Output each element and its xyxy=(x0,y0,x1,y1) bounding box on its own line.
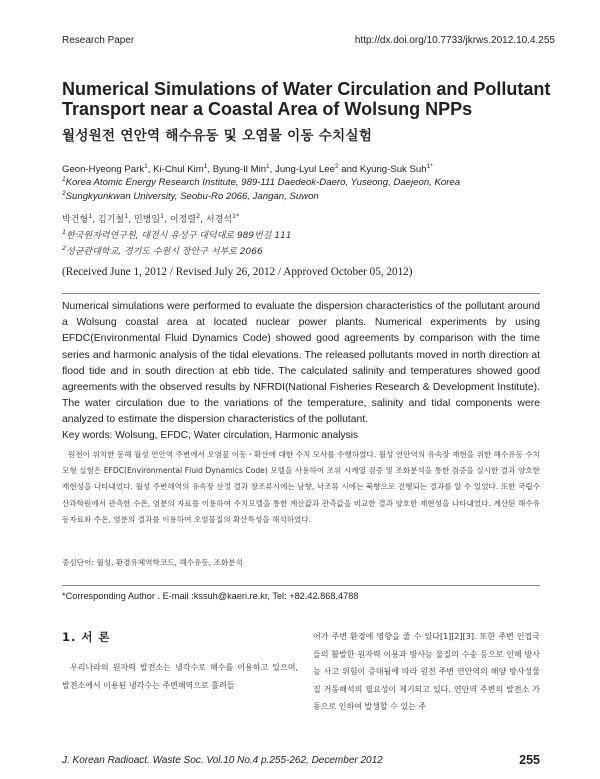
affiliation-1 xyxy=(62,176,460,188)
page-number: 255 xyxy=(519,753,540,767)
paper-title-line-1: Numerical Simulations of Water Circulation and Pollutant xyxy=(62,79,551,99)
author-affiliation-mark: 1 xyxy=(144,163,148,170)
body-text-column-right: 어가 주변 환경에 영향을 줄 수 있다[1][2][3]. 또한 주변 인접국들의 활발한 원자력 이용과 방사능 물질의 수송 등으로 인해 방사능 사고 위험이 증대됨에 따라 원전 주변 연안역의 해양 방사성물질 거동해석의 필요성이 제기되고 있다. 연안역 주변의 발전소 가동으로 인하여 발생할 수 있는 주 xyxy=(313,632,540,711)
author-name-korean: 서경석 xyxy=(205,215,232,225)
author-affiliation-mark: 1* xyxy=(231,212,240,220)
doi-link[interactable]: http://dx.doi.org/10.7733/jkrws.2012.10.4.255 xyxy=(354,35,555,46)
author-name-korean: 김기철 xyxy=(97,215,125,225)
author-affiliation-mark: 2 xyxy=(196,212,201,220)
journal-citation-footer: J. Korean Radioact. Waste Soc. Vol.10 No.4 p.255-262, December 2012 xyxy=(62,755,383,766)
affiliation-text: Sungkyunkwan University, Seobu-Ro 2066, Jangan, Suwon xyxy=(65,191,319,203)
author-name: Geon-Hyeong Park xyxy=(62,164,145,176)
keywords-english: Key words: Wolsung, EFDC, Water circulation, Harmonic analysis xyxy=(62,430,359,441)
author-affiliation-mark: 1 xyxy=(203,163,208,170)
received-dates: (Received June 1, 2012 / Revised July 26, 2012 / Approved October 05, 2012) xyxy=(62,266,413,278)
abstract-english: Numerical simulations were performed to evaluate the dispersion characteristics of the pollutant around a Wolsung coastal area at located nuclear power plants. Numerical experiments by using EFDC(Environmental Fluid Dynamics Code) showed good agreements by comparison with the time series and harmonic analysis of the tidal elevations. The released pollutants moved in north direction at flood tide and in south direction at ebb tide. The calculated salinity and temperatures showed good agreements with the observed results by NFRDI(National Fisheries Research & Development Institute). The water circulation due to the variations of the temperature, salinity and tidal components were analyzed to estimate the dispersion characteristics of the pollutant. xyxy=(62,301,540,426)
footnote-divider xyxy=(62,585,540,586)
author-affiliation-mark: 1 xyxy=(160,212,165,220)
author-affiliation-mark: 2 xyxy=(334,163,339,170)
affiliation-2-korean xyxy=(62,244,263,257)
paper-title-korean: 월성원전 연안역 해수유동 및 오염물 이동 수치실험 xyxy=(62,128,373,144)
paper-title xyxy=(62,79,562,119)
affiliation-text-korean: 성균관대학교, 경기도 수원시 장안구 서부로 2066 xyxy=(66,247,263,257)
affiliation-text-korean: 한국원자력연구원, 대전시 유성구 대덕대로 989번길 111 xyxy=(66,231,292,241)
author-name-korean: 민병일 xyxy=(133,215,161,225)
affiliation-text: Korea Atomic Energy Research Institute, 989-111 Daedeok-Daero, Yuseong, Daejeon, Korea xyxy=(65,177,461,189)
abstract-top-divider xyxy=(62,293,540,294)
corresponding-author-note: *Corresponding Author . E-mail :kssuh@kaeri.re.kr, Tel: +82.42.868.4788 xyxy=(62,591,359,601)
author-affiliation-mark: 1 xyxy=(124,212,129,220)
section-heading-introduction: 1. 서 론 xyxy=(62,630,111,644)
author-name: Kyung-Suk Suh xyxy=(359,164,427,176)
running-header-left: Research Paper xyxy=(62,35,135,46)
body-text-column-left: 우리나라의 원자력 발전소는 냉각수로 해수를 이용하고 있으며, 발전소에서 이용된 냉각수는 주변해역으로 흘려들 xyxy=(62,663,298,690)
author-name-korean: 박건형 xyxy=(62,215,89,225)
author-affiliation-mark: 1* xyxy=(426,163,433,170)
affiliation-mark: 1 xyxy=(62,228,67,236)
affiliation-2 xyxy=(62,190,319,202)
author-affiliation-mark: 1 xyxy=(88,212,93,220)
author-conjunction: and xyxy=(341,164,358,176)
paper-title-line-2: Transport near a Coastal Area of Wolsung NPPs xyxy=(62,99,473,119)
author-name: Jung-Lyul Lee xyxy=(275,164,335,176)
author-list-korean: 박건형$^1$, 김기철$^1$, 민병일$^1$, 이정렬$^2$, 서경석$^{1*}$ xyxy=(62,212,240,225)
affiliation-mark: 1 xyxy=(62,176,66,183)
affiliation-mark: 2 xyxy=(62,190,66,197)
abstract-korean: 원전이 위치한 동해 월성 연안역 주변에서 오염물 이동・확산에 대한 수치 모사를 수행하였다. 월성 연안역의 유속장 재현을 위한 해수유동 수치모형 실험은 EFDC(Environmental Fluid Dynamics Code) 모델을 사용하여 조위 시계열 검증 및 조화분석을 통한 검증을 실시한 결과 양호한 재현성을 나타내었다. 월성 주변해역의 유속장 산정 결과 창조류시에는 남향, 낙조류 시에는 북향으로 진행되는 결과를 알 수 있었다. 또한 국립수산과학원에서 관측한 수온, 염분의 자료를 이용하여 수치모델을 통한 계산값과 관측값을 비교한 결과 양호한 재현성을 나타내었다. 계산된 해수유동자료와 수온, 염분의 결과를 이용하여 오염물질의 확산특성을 해석하였다. xyxy=(62,450,540,524)
keywords-korean: 중심단어: 월성, 환경유체역학코드, 해수유동, 조화분석 xyxy=(62,558,243,567)
affiliation-1-korean xyxy=(62,228,292,241)
author-list: Geon-Hyeong Park$^1$, Ki-Chul Kim$^1$, Byung-Il Min$^1$, Jung-Lyul Lee$^2$ and Kyung-Suk Suh$^{1*}$ xyxy=(62,163,433,176)
affiliation-mark: 2 xyxy=(62,244,67,252)
author-name: Byung-Il Min xyxy=(212,164,267,176)
author-affiliation-mark: 1 xyxy=(266,163,270,170)
author-name-korean: 이정렬 xyxy=(169,215,196,225)
author-name: Ki-Chul Kim xyxy=(153,164,204,176)
